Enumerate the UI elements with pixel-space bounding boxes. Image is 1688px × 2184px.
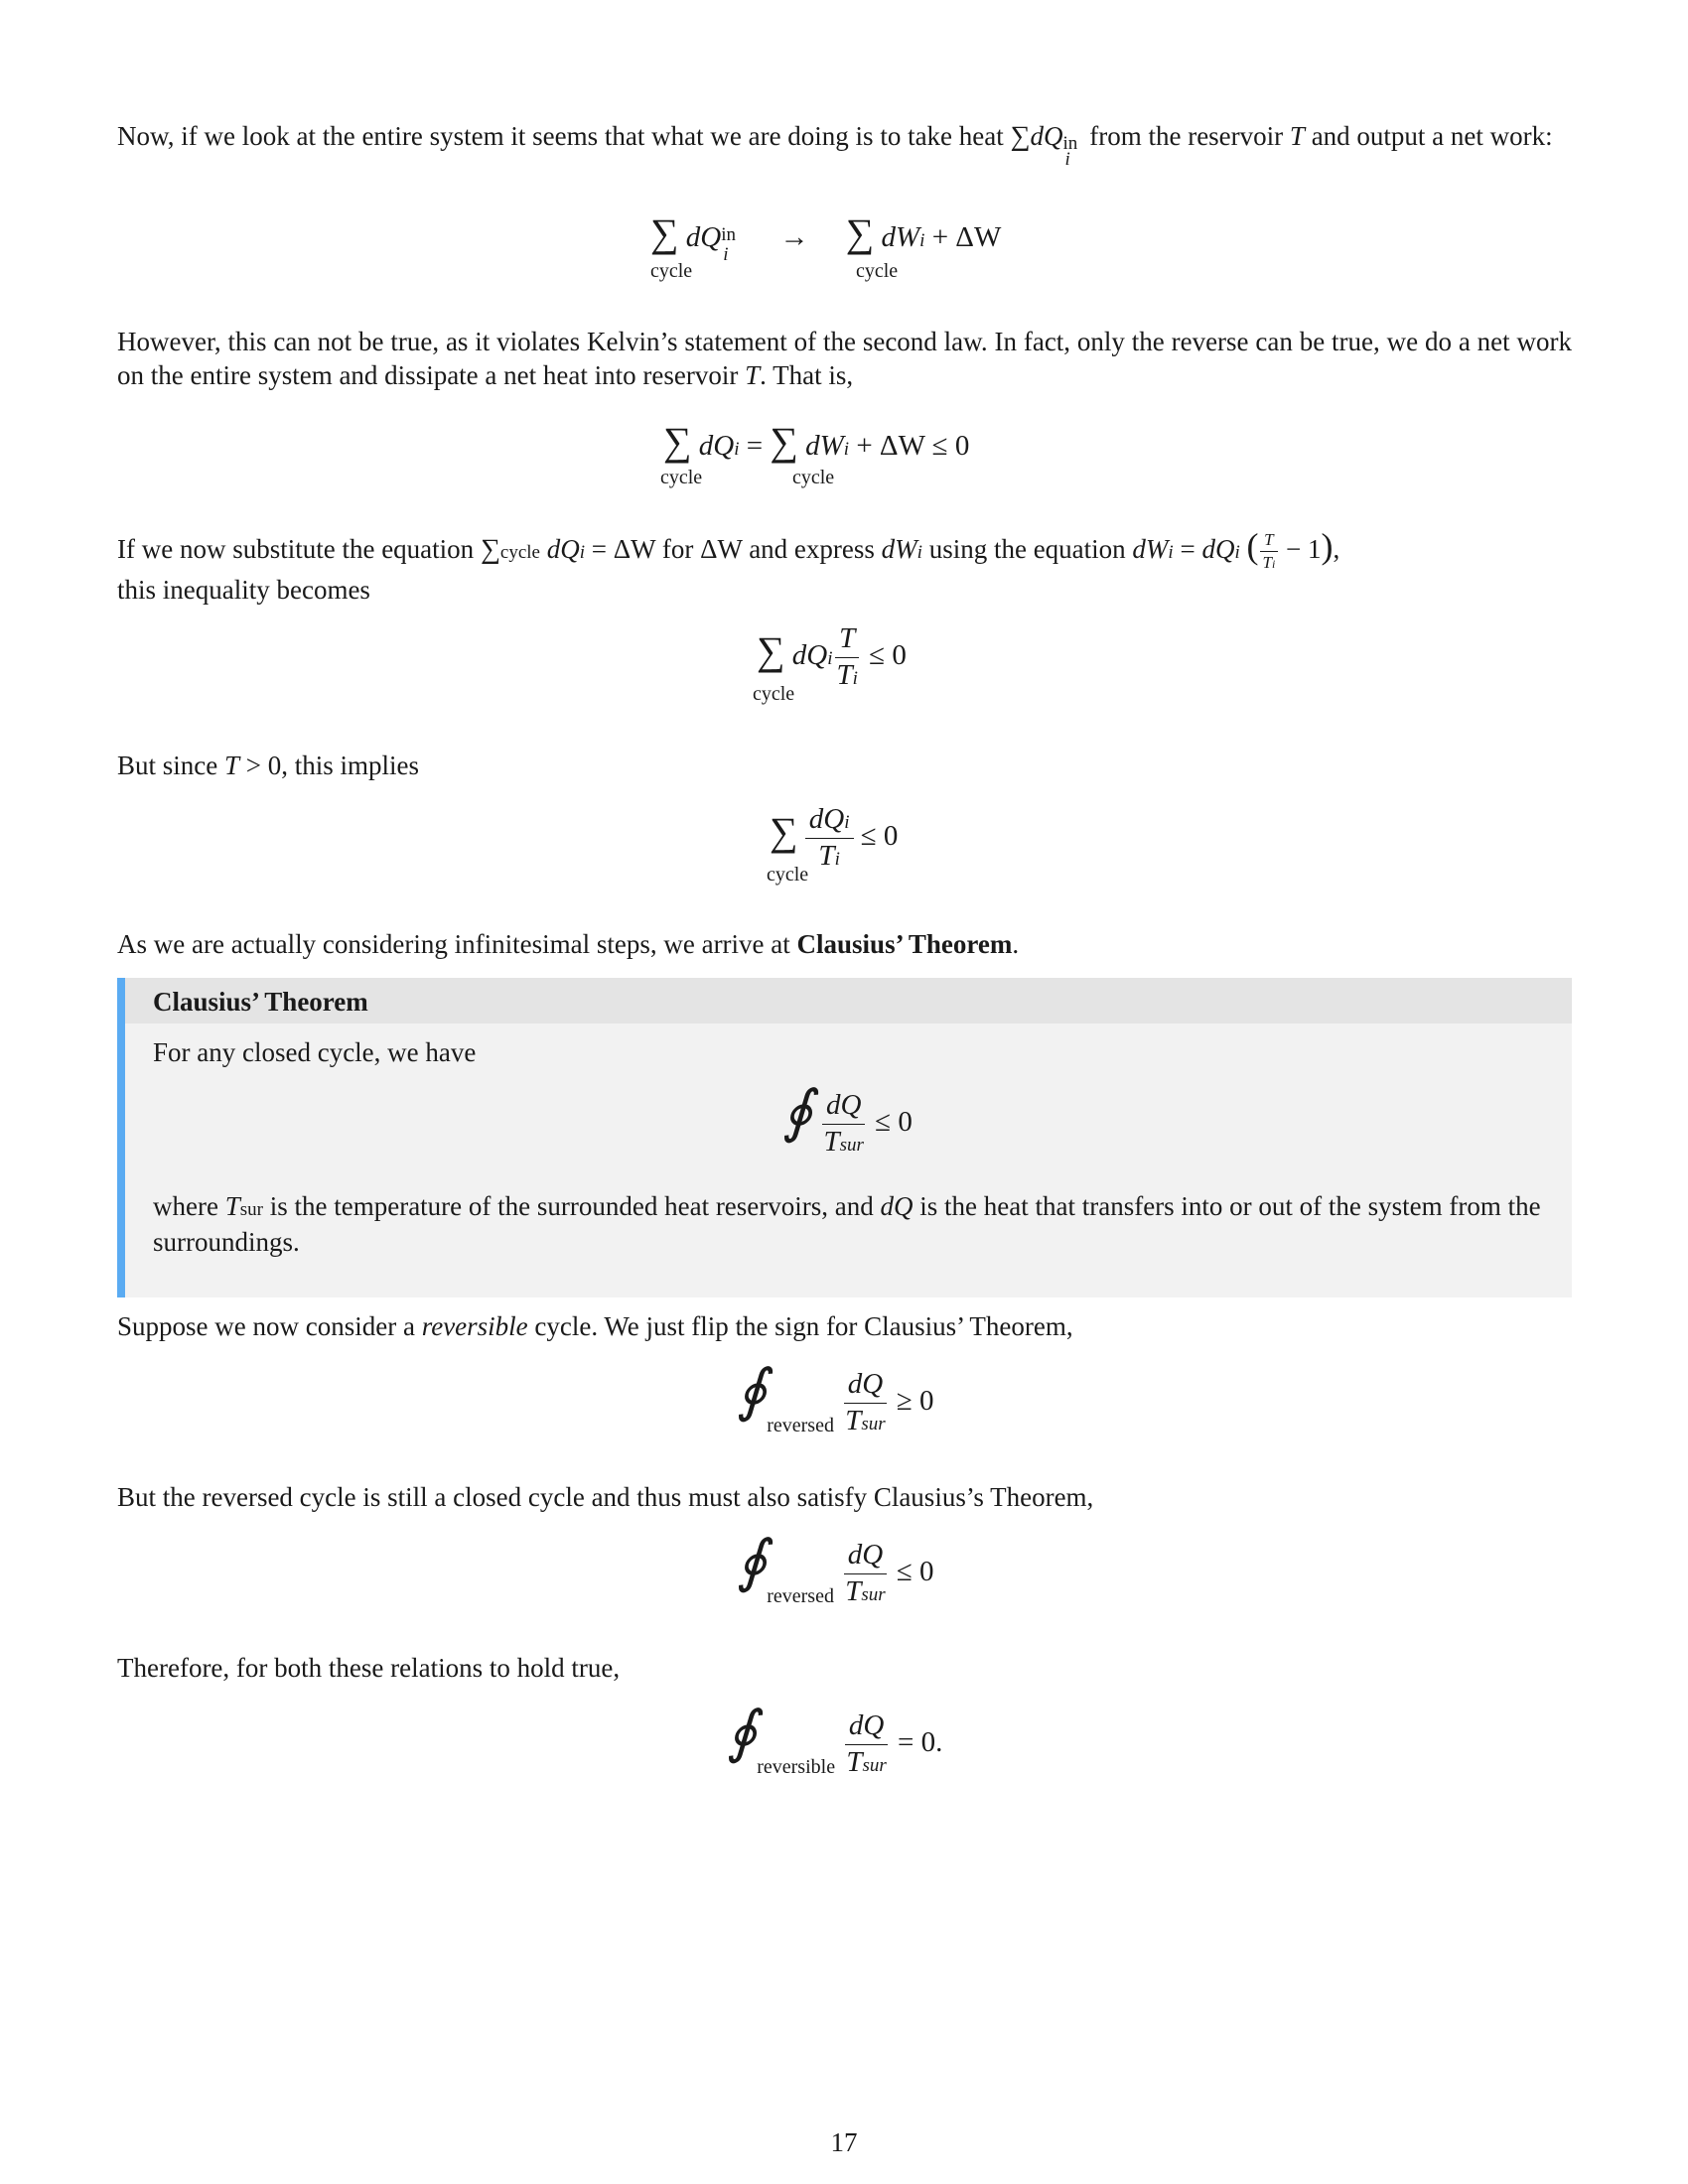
equation-6: $∮_{reversed}$ $\frac{dQ}{\text{Tsur}}$ ≥ 0: [737, 1358, 934, 1436]
paragraph-1: Now, if we look at the entire system it seems that what we are doing is to take heat ∑dQ in i from the reservoir T and output a net work:: [117, 121, 1553, 170]
paragraph-8: Therefore, for both these relations to hold true,: [117, 1653, 621, 1683]
eq2-under-left: cycle: [660, 467, 703, 488]
callout-equation: ∮ $\frac{dQ}{\text{Tsur}}$ ≤ 0: [782, 1079, 913, 1158]
theorem-callout: [117, 978, 1572, 1297]
equation-7: $∮_{reversed}$ $\frac{dQ}{\text{Tsur}}$ ≤ 0: [737, 1529, 934, 1607]
callout-intro: For any closed cycle, we have: [153, 1037, 477, 1067]
eq4-under: cycle: [767, 864, 809, 886]
equation-3: ∑ dQi $\frac{T}{Ti}$ ≤ 0: [757, 622, 907, 691]
paragraph-5: As we are actually considering infinitesimal steps, we arrive at Clausius’ Theorem.: [117, 929, 1020, 959]
paragraph-6: Suppose we now consider a reversible cycle. We just flip the sign for Clausius’ Theorem,: [117, 1311, 1073, 1341]
eq3-under: cycle: [753, 683, 795, 705]
paragraph-2: However, this can not be true, as it violates Kelvin’s statement of the second law. In fact, only the reverse can be true, we do a net work on the entire system and dissipate a net heat into reservoir T. That is,: [117, 327, 1572, 390]
equation-8: $∮_{reversible}$ $\frac{dQ}{\text{Tsur}}$ = 0.: [727, 1700, 943, 1778]
paragraph-7: But the reversed cycle is still a closed cycle and thus must also satisfy Clausius’s Theorem,: [117, 1482, 1094, 1512]
equation-2: ∑ dQi = ∑ dWi + ΔW ≤ 0: [663, 419, 970, 464]
callout-where: where Tsur is the temperature of the surrounded heat reservoirs, and dQ is the heat that transfers into or out of the system from the surroundings.: [153, 1191, 1541, 1257]
paragraph-4: But since T > 0, this implies: [117, 751, 420, 780]
eq1-under-right: cycle: [856, 260, 899, 282]
equation-1: ∑ dQ in i → ∑ dWi + ΔW: [650, 210, 1002, 265]
callout-title: Clausius’ Theorem: [125, 978, 1572, 1024]
paragraph-3: If we now substitute the equation ∑cycle dQi = ΔW for ΔW and express dWi using the equation dWi = dQi ( $\frac{T}{Ti}$ − 1), this inequality becomes: [117, 526, 1340, 605]
eq1-under-left: cycle: [650, 260, 693, 282]
para1-text: Now, if we look at the entire system it seems that what we are doing is to take heat: [117, 121, 1004, 151]
page-number: 17: [830, 2127, 858, 2157]
eq2-under-right: cycle: [792, 467, 835, 488]
equation-4: ∑ $\frac{\text{dQi}}{Ti}$ ≤ 0: [770, 803, 899, 872]
